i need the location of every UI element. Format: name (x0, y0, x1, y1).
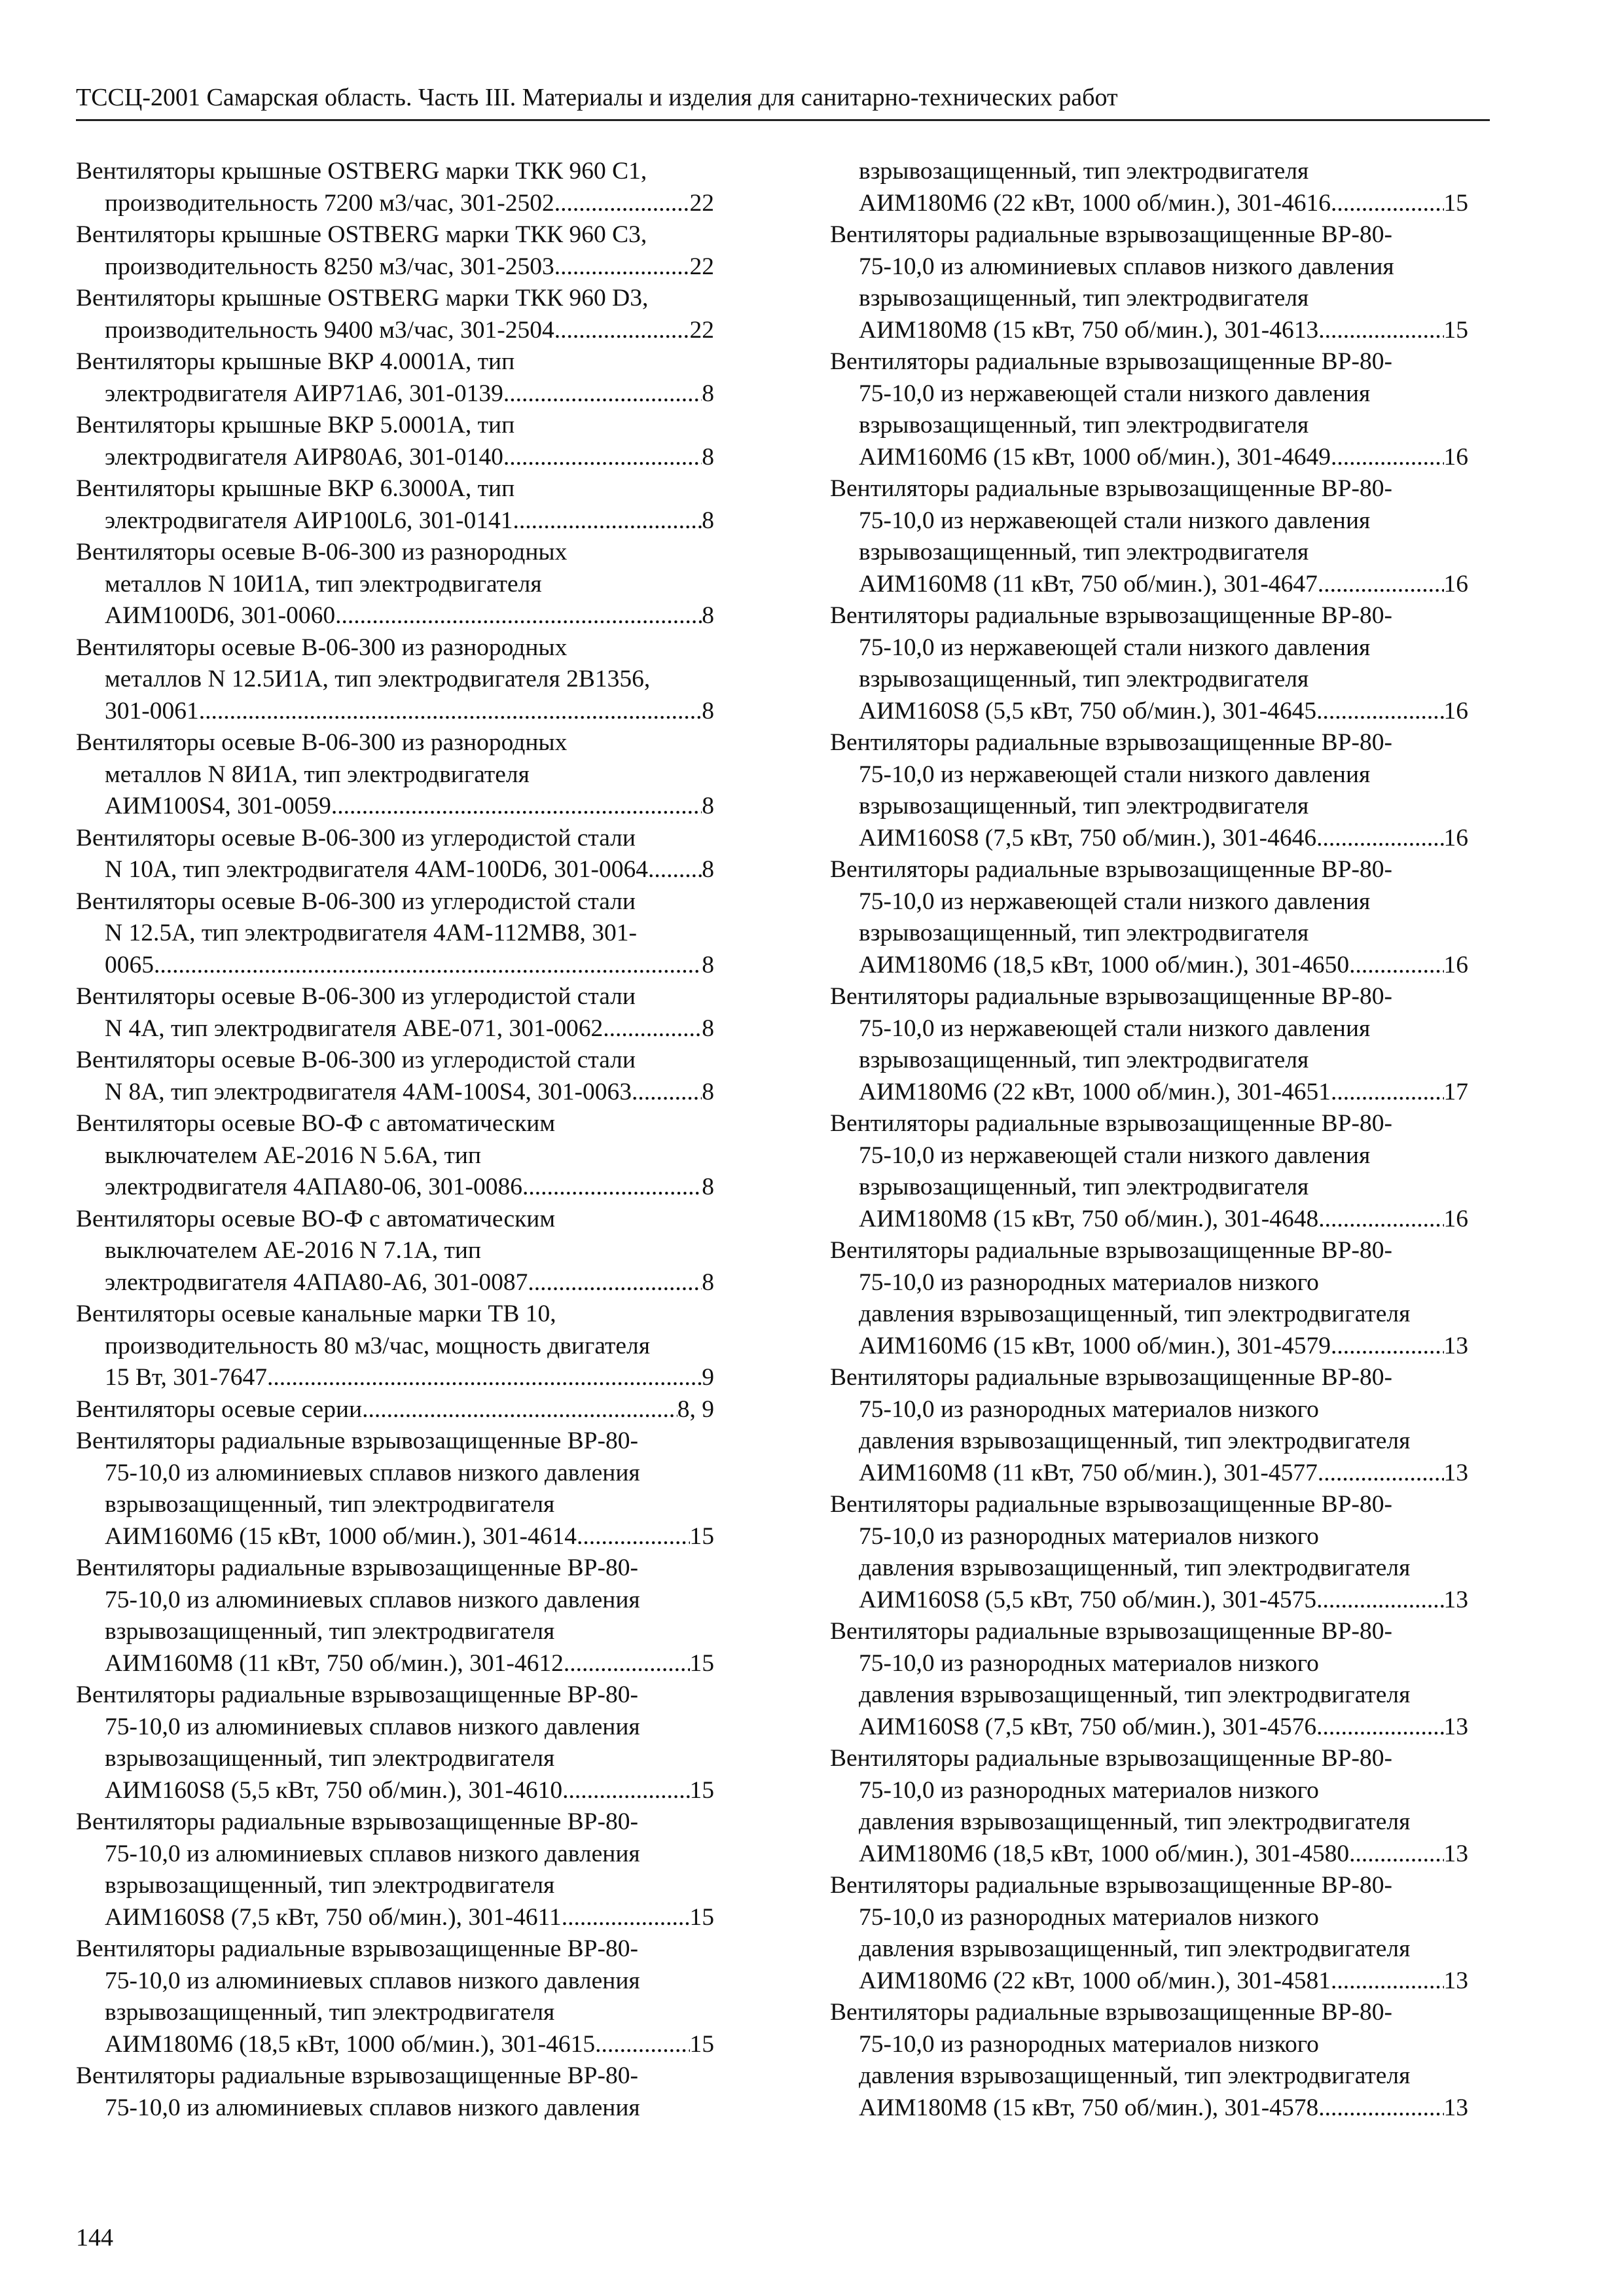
index-entry-final-line (76, 188, 714, 220)
page-reference: 15 (1443, 316, 1468, 344)
page-reference: 8 (702, 856, 714, 883)
page-reference: 13 (1443, 1332, 1468, 1359)
page-reference: 16 (1443, 697, 1468, 725)
index-entry-text: Вентиляторы радиальные взрывозащищенные ВР-80- (830, 1110, 1393, 1137)
dot-leader (335, 600, 702, 632)
index-entry (76, 1806, 714, 1933)
index-entry (76, 1299, 714, 1394)
index-entry-text: 15 Вт, 301-7647 (105, 1364, 267, 1391)
index-entry-text: металлов N 10И1А, тип электродвигателя (105, 570, 542, 598)
index-entry (830, 1870, 1468, 1997)
index-entry-text: Вентиляторы радиальные взрывозащищенные ВР-80- (76, 1554, 639, 1581)
index-entry (830, 473, 1468, 600)
index-entry-text: Вентиляторы крышные ВКР 5.0001А, тип (76, 412, 515, 439)
index-entry-final-line (76, 791, 714, 823)
dot-leader (1331, 1965, 1444, 1998)
index-entry-final-line (830, 2092, 1468, 2125)
index-entry-text: N 4А, тип электродвигателя АВЕ-071, 301-0062 (105, 1014, 604, 1042)
index-entry-text: АИМ180М8 (15 кВт, 750 об/мин.), 301-4578 (859, 2094, 1319, 2121)
index-entry-text: Вентиляторы радиальные взрывозащищенные ВР-80- (830, 1999, 1393, 2026)
index-entry-text: Вентиляторы осевые В-06-300 из разнородных (76, 729, 568, 756)
dot-leader (554, 251, 690, 283)
index-entry-text: электродвигателя АИР100L6, 301-0141 (105, 507, 513, 534)
index-entry-text: 75-10,0 из нержавеющей стали низкого давления (859, 1141, 1371, 1169)
index-entry-final-line (830, 188, 1468, 220)
index-entry-text: Вентиляторы осевые В-06-300 из углеродистой стали (76, 824, 636, 852)
index-entry (76, 2060, 714, 2124)
dot-leader (603, 1013, 702, 1045)
index-entry-text: металлов N 12.5И1А, тип электродвигателя 2В1356, (105, 666, 651, 692)
page-reference: 13 (1443, 1713, 1468, 1740)
index-entry-text: производительность 7200 м3/час, 301-2502 (105, 189, 554, 217)
index-entry-text: Вентиляторы радиальные взрывозащищенные ВР-80- (830, 729, 1393, 756)
page-reference: 15 (1443, 189, 1468, 217)
index-entry-text: взрывозащищенный, тип электродвигателя (859, 412, 1309, 439)
index-entry-text: Вентиляторы радиальные взрывозащищенные ВР-80- (76, 1808, 639, 1835)
index-entry-text: Вентиляторы радиальные взрывозащищенные ВР-80- (76, 1427, 639, 1454)
index-entry (830, 1743, 1468, 1870)
index-entry-text: взрывозащищенный, тип электродвигателя (859, 1047, 1309, 1073)
index-entry-final-line (830, 569, 1468, 601)
index-entry-final-line (76, 854, 714, 886)
page-reference: 8 (702, 793, 714, 819)
page-reference: 17 (1443, 1078, 1468, 1105)
dot-leader (1316, 1712, 1443, 1744)
page-reference: 13 (1443, 1459, 1468, 1486)
index-entry-text: 75-10,0 из нержавеющей стали низкого давления (859, 507, 1371, 534)
index-entry-text: Вентиляторы осевые В-06-300 из углеродистой стали (76, 888, 636, 915)
index-entry (76, 1108, 714, 1204)
page-reference: 16 (1443, 951, 1468, 978)
page-reference: 15 (689, 1649, 714, 1677)
page-reference: 8 (702, 1078, 714, 1105)
index-entry-text: Вентиляторы радиальные взрывозащищенные ВР-80- (830, 348, 1393, 375)
index-column-right (830, 156, 1468, 2132)
index-entry-text: АИМ160S8 (7,5 кВт, 750 об/мин.), 301-4611 (105, 1903, 562, 1931)
page-reference: 22 (689, 189, 714, 217)
index-entry-text: Вентиляторы радиальные взрывозащищенные ВР-80- (830, 1872, 1393, 1899)
index-entry-final-line (830, 1585, 1468, 1617)
index-entry-text: 75-10,0 из нержавеющей стали низкого давления (859, 888, 1371, 915)
index-entry-text: Вентиляторы радиальные взрывозащищенные ВР-80- (830, 983, 1393, 1010)
index-entry (830, 1362, 1468, 1489)
index-entry-final-line (830, 1077, 1468, 1109)
index-entry-final-line (76, 1013, 714, 1045)
index-entry (830, 1489, 1468, 1616)
index-entry-text: 75-10,0 из алюминиевых сплавов низкого давления (105, 2094, 640, 2121)
index-entry-text: электродвигателя АИР71А6, 301-0139 (105, 380, 503, 407)
index-entry-final-line (830, 442, 1468, 474)
index-entry-text: производительность 9400 м3/час, 301-2504 (105, 316, 554, 344)
index-entry-text: Вентиляторы осевые канальные марки ТВ 10, (76, 1300, 556, 1327)
index-entry-text: Вентиляторы осевые В-06-300 из углеродистой стали (76, 983, 636, 1010)
index-entry (76, 727, 714, 823)
index-entry-text: 301-0061 (105, 697, 199, 725)
index-entry (76, 886, 714, 982)
dot-leader (331, 791, 702, 823)
index-entry-text: N 12.5А, тип электродвигателя 4АМ-112МВ8, 301- (105, 920, 637, 946)
index-entry-text: 75-10,0 из разнородных материалов низкого (859, 1649, 1319, 1677)
page-reference: 16 (1443, 570, 1468, 598)
index-entry-text: Вентиляторы радиальные взрывозащищенные ВР-80- (76, 1681, 639, 1708)
index-entry-text: АИМ160S8 (7,5 кВт, 750 об/мин.), 301-4646 (859, 824, 1317, 852)
index-entry-text: производительность 80 м3/час, мощность двигателя (105, 1332, 651, 1359)
index-entry (830, 1108, 1468, 1235)
index-entry-text: Вентиляторы осевые В-06-300 из разнородных (76, 634, 568, 661)
index-entry-text: Вентиляторы радиальные взрывозащищенные ВР-80- (830, 221, 1393, 248)
index-entry (76, 981, 714, 1045)
index-entry (76, 283, 714, 346)
index-entry-final-line (830, 696, 1468, 728)
index-entry-text: АИМ180М6 (18,5 кВт, 1000 об/мин.), 301-4580 (859, 1840, 1350, 1867)
page-reference: 8, 9 (677, 1395, 714, 1423)
index-entry-text: Вентиляторы радиальные взрывозащищенные ВР-80- (830, 1745, 1393, 1772)
index-entry-text: 0065 (105, 951, 154, 978)
index-entry-text: взрывозащищенный, тип электродвигателя (859, 1174, 1309, 1200)
index-entry-text: Вентиляторы осевые В-06-300 из углеродистой стали (76, 1047, 636, 1073)
index-entry-text: Вентиляторы осевые ВО-Ф с автоматическим (76, 1110, 556, 1137)
index-entry-text: Вентиляторы осевые В-06-300 из разнородных (76, 539, 568, 565)
index-entry-text: давления взрывозащищенный, тип электродвигателя (859, 1300, 1411, 1327)
index-entry (830, 981, 1468, 1108)
page-reference: 13 (1443, 1840, 1468, 1867)
index-entry (76, 1204, 714, 1299)
index-entry (76, 410, 714, 473)
dot-leader (522, 1172, 702, 1204)
dot-leader (267, 1362, 702, 1394)
index-entry-text: Вентиляторы крышные ВКР 6.3000А, тип (76, 475, 515, 502)
index-entry-text: АИМ160S8 (5,5 кВт, 750 об/мин.), 301-4645 (859, 697, 1317, 725)
dot-leader (577, 1521, 690, 1553)
index-entry-text: 75-10,0 из алюминиевых сплавов низкого давления (105, 1586, 640, 1613)
dot-leader (562, 1775, 689, 1807)
index-entry (76, 823, 714, 886)
index-entry-final-line (76, 600, 714, 632)
index-entry-final-line (830, 1331, 1468, 1363)
index-entry-text: производительность 8250 м3/час, 301-2503 (105, 253, 554, 280)
index-entry-text: взрывозащищенный, тип электродвигателя (859, 920, 1309, 946)
index-entry-text: Вентиляторы радиальные взрывозащищенные ВР-80- (830, 1237, 1393, 1264)
index-entry-text: АИМ160М6 (15 кВт, 1000 об/мин.), 301-4614 (105, 1522, 577, 1550)
dot-leader (554, 315, 690, 347)
index-entry-text: 75-10,0 из разнородных материалов низкого (859, 1903, 1319, 1931)
index-entry-final-line (76, 1172, 714, 1204)
index-entry-text: АИМ160М6 (15 кВт, 1000 об/мин.), 301-4649 (859, 443, 1331, 471)
dot-leader (503, 442, 702, 474)
index-entry (830, 346, 1468, 473)
dot-leader (1316, 1585, 1443, 1617)
page-reference: 15 (689, 2030, 714, 2058)
index-entry-text: 75-10,0 из алюминиевых сплавов низкого давления (105, 1967, 640, 1994)
index-entry-final-line (76, 950, 714, 982)
dot-leader (648, 854, 702, 886)
index-entry (830, 600, 1468, 727)
index-entry (76, 1045, 714, 1108)
index-entry (76, 537, 714, 632)
index-entry-text: Вентиляторы крышные OSTBERG марки ТКК 960 D3, (76, 285, 649, 312)
index-entry-text: АИМ180М8 (15 кВт, 750 об/мин.), 301-4648 (859, 1205, 1319, 1232)
index-entry-final-line (76, 1775, 714, 1807)
index-entry-final-line (76, 1267, 714, 1299)
index-entry (76, 1679, 714, 1806)
page-reference: 15 (689, 1903, 714, 1931)
dot-leader (1318, 1458, 1444, 1490)
page-reference: 8 (702, 697, 714, 725)
index-entry (830, 727, 1468, 854)
index-entry-text: Вентиляторы радиальные взрывозащищенные ВР-80- (76, 2062, 639, 2089)
index-entry-final-line (830, 1712, 1468, 1744)
index-entry-text: АИМ180М8 (15 кВт, 750 об/мин.), 301-4613 (859, 316, 1319, 344)
index-entry-text: 75-10,0 из нержавеющей стали низкого давления (859, 634, 1371, 661)
index-entry-final-line (76, 442, 714, 474)
index-entry-text: 75-10,0 из разнородных материалов низкого (859, 1522, 1319, 1550)
index-entry (76, 1426, 714, 1552)
index-entry (76, 473, 714, 537)
index-entry-text: АИМ180М6 (22 кВт, 1000 об/мин.), 301-4616 (859, 189, 1331, 217)
index-entry-text: Вентиляторы радиальные взрывозащищенные ВР-80- (830, 856, 1393, 883)
page-reference: 8 (702, 951, 714, 978)
index-entry-text: Вентиляторы крышные OSTBERG марки ТКК 960 С3, (76, 221, 647, 248)
dot-leader (528, 1267, 702, 1299)
page-reference: 8 (702, 380, 714, 407)
page-reference: 9 (702, 1364, 714, 1391)
index-entry-text: Вентиляторы радиальные взрывозащищенные ВР-80- (830, 475, 1393, 502)
index-entry-text: АИМ160S8 (5,5 кВт, 750 об/мин.), 301-4575 (859, 1586, 1317, 1613)
page-reference: 16 (1443, 443, 1468, 471)
index-entry-text: взрывозащищенный, тип электродвигателя (105, 1491, 555, 1518)
index-entry (830, 1997, 1468, 2124)
page-reference: 8 (702, 602, 714, 629)
index-entry (76, 1552, 714, 1679)
index-entry (76, 346, 714, 410)
index-entry-text: 75-10,0 из разнородных материалов низкого (859, 1268, 1319, 1296)
index-entry-final-line (76, 1902, 714, 1934)
index-entry-text: АИМ160М8 (11 кВт, 750 об/мин.), 301-4647 (859, 570, 1318, 598)
index-entry-text: АИМ100S4, 301-0059 (105, 793, 331, 819)
index-entry-text: АИМ180М6 (22 кВт, 1000 об/мин.), 301-4581 (859, 1967, 1331, 1994)
index-entry-text: выключателем АЕ-2016 N 7.1А, тип (105, 1237, 481, 1264)
index-entry-text: 75-10,0 из разнородных материалов низкого (859, 2030, 1319, 2058)
index-entry-text: Вентиляторы осевые серии (76, 1395, 363, 1423)
page-reference: 13 (1443, 2094, 1468, 2121)
index-entry-text: АИМ180М6 (18,5 кВт, 1000 об/мин.), 301-4615 (105, 2030, 596, 2058)
index-entry-final-line (76, 378, 714, 410)
index-entry-text: АИМ160М8 (11 кВт, 750 об/мин.), 301-4577 (859, 1459, 1318, 1486)
index-entry-final-line (76, 505, 714, 537)
index-entry-text: электродвигателя АИР80А6, 301-0140 (105, 443, 503, 471)
dot-leader (1349, 1839, 1443, 1871)
index-entry-text: 75-10,0 из алюминиевых сплавов низкого давления (859, 253, 1394, 280)
index-entry-text: АИМ160S8 (5,5 кВт, 750 об/мин.), 301-4610 (105, 1776, 563, 1804)
index-entry (830, 854, 1468, 981)
page-number: 144 (76, 2224, 113, 2251)
dot-leader (513, 505, 702, 537)
index-entry-text: 75-10,0 из нержавеющей стали низкого давления (859, 1014, 1371, 1042)
index-entry-final-line (830, 823, 1468, 855)
dot-leader (632, 1077, 702, 1109)
index-entry-final-line (76, 1077, 714, 1109)
dot-leader (1349, 950, 1443, 982)
page-reference: 22 (689, 316, 714, 344)
index-entry-final-line (76, 2029, 714, 2061)
index-entry-text: Вентиляторы крышные ВКР 4.0001А, тип (76, 348, 515, 375)
index-entry-text: АИМ180М6 (22 кВт, 1000 об/мин.), 301-4651 (859, 1078, 1331, 1105)
index-entry-text: взрывозащищенный, тип электродвигателя (859, 539, 1309, 565)
index-entry-text: АИМ160М6 (15 кВт, 1000 об/мин.), 301-4579 (859, 1332, 1331, 1359)
index-entry-final-line (76, 1362, 714, 1394)
page-reference: 22 (689, 253, 714, 280)
index-entry-text: взрывозащищенный, тип электродвигателя (105, 1745, 555, 1772)
index-entry-text: Вентиляторы радиальные взрывозащищенные ВР-80- (830, 1364, 1393, 1391)
index-entry-text: электродвигателя 4АПА80-06, 301-0086 (105, 1174, 523, 1200)
page-reference: 16 (1443, 1205, 1468, 1232)
dot-leader (1318, 1204, 1443, 1236)
page-reference: 15 (689, 1522, 714, 1550)
index-entry-final-line (76, 315, 714, 347)
index-entry-text: металлов N 8И1А, тип электродвигателя (105, 761, 530, 788)
index-entry-text: давления взрывозащищенный, тип электродвигателя (859, 1554, 1411, 1581)
dot-leader (1331, 1331, 1444, 1363)
dot-leader (1316, 823, 1443, 855)
index-entry-final-line (76, 251, 714, 283)
index-entry-text: Вентиляторы радиальные взрывозащищенные ВР-80- (76, 1935, 639, 1962)
dot-leader (1331, 188, 1444, 220)
page-reference: 8 (702, 1174, 714, 1200)
index-entry-text: АИМ160М8 (11 кВт, 750 об/мин.), 301-4612 (105, 1649, 564, 1677)
index-entry-text: давления взрывозащищенный, тип электродвигателя (859, 2062, 1411, 2089)
index-entry-text: выключателем АЕ-2016 N 5.6А, тип (105, 1141, 481, 1169)
index-entry (830, 219, 1468, 346)
index-entry-text: взрывозащищенный, тип электродвигателя (859, 793, 1309, 819)
page-reference: 15 (689, 1776, 714, 1804)
index-entry-final-line (76, 1521, 714, 1553)
index-entry-text: 75-10,0 из алюминиевых сплавов низкого давления (105, 1713, 640, 1740)
dot-leader (503, 378, 702, 410)
dot-leader (154, 950, 702, 982)
index-entry-final-line (76, 1648, 714, 1680)
index-entry-final-line (830, 1965, 1468, 1998)
index-entry-text: N 10А, тип электродвигателя 4АМ-100D6, 301-0064 (105, 856, 648, 883)
index-entry-final-line (76, 696, 714, 728)
index-entry-text: АИМ100D6, 301-0060 (105, 602, 336, 629)
running-header: ТССЦ-2001 Самарская область. Часть III. Материалы и изделия для санитарно-технических работ (76, 81, 1490, 121)
index-entry (76, 219, 714, 283)
index-entry-final-line (830, 1839, 1468, 1871)
index-entry-text: давления взрывозащищенный, тип электродвигателя (859, 1681, 1411, 1708)
index-entry-text: взрывозащищенный, тип электродвигателя (105, 1999, 555, 2026)
page-reference: 8 (702, 1014, 714, 1042)
dot-leader (1331, 1077, 1444, 1109)
index-entry (830, 1616, 1468, 1743)
index-entry-text: давления взрывозащищенный, тип электродвигателя (859, 1808, 1411, 1835)
index-entry-text: взрывозащищенный, тип электродвигателя (859, 158, 1309, 185)
dot-leader (1318, 2092, 1443, 2125)
dot-leader (595, 2029, 689, 2061)
page-reference: 8 (702, 443, 714, 471)
dot-leader (1318, 569, 1444, 601)
page-reference: 8 (702, 507, 714, 534)
index-entry-text: АИМ160S8 (7,5 кВт, 750 об/мин.), 301-4576 (859, 1713, 1317, 1740)
index-entry-text: 75-10,0 из нержавеющей стали низкого давления (859, 761, 1371, 788)
index-column-left (76, 156, 714, 2132)
dot-leader (564, 1648, 690, 1680)
index-entry-text: 75-10,0 из алюминиевых сплавов низкого давления (105, 1459, 640, 1486)
page-reference: 13 (1443, 1586, 1468, 1613)
index-entry-final-line (830, 1458, 1468, 1490)
index-entry-text: N 8А, тип электродвигателя 4АМ-100S4, 301-0063 (105, 1078, 632, 1105)
index-entry-text: Вентиляторы крышные OSTBERG марки ТКК 960 С1, (76, 158, 647, 185)
index-entry-text: давления взрывозащищенный, тип электродвигателя (859, 1427, 1411, 1454)
index-entry-text: взрывозащищенный, тип электродвигателя (859, 666, 1309, 692)
page-reference: 16 (1443, 824, 1468, 852)
index-entry-final-line (830, 1204, 1468, 1236)
index-entry (76, 1394, 714, 1426)
index-entry-text: Вентиляторы радиальные взрывозащищенные ВР-80- (830, 602, 1393, 629)
dot-leader (1331, 442, 1444, 474)
index-entry-text: давления взрывозащищенный, тип электродвигателя (859, 1935, 1411, 1962)
index-entry-text: 75-10,0 из алюминиевых сплавов низкого давления (105, 1840, 640, 1867)
dot-leader (1318, 315, 1443, 347)
index-entry-text: электродвигателя 4АПА80-А6, 301-0087 (105, 1268, 528, 1296)
index-entry-text: Вентиляторы осевые ВО-Ф с автоматическим (76, 1205, 556, 1232)
index-entry-text: взрывозащищенный, тип электродвигателя (105, 1872, 555, 1899)
index-entry-text: 75-10,0 из разнородных материалов низкого (859, 1776, 1319, 1804)
index-entry-text: взрывозащищенный, тип электродвигателя (105, 1618, 555, 1645)
index-entry-text: АИМ180М6 (18,5 кВт, 1000 об/мин.), 301-4650 (859, 951, 1350, 978)
index-entry-text: 75-10,0 из нержавеющей стали низкого давления (859, 380, 1371, 407)
page-reference: 8 (702, 1268, 714, 1296)
index-entry (830, 1235, 1468, 1362)
dot-leader (554, 188, 690, 220)
dot-leader (562, 1902, 690, 1934)
index-entry (76, 156, 714, 219)
index-entry (830, 156, 1468, 219)
index-entry-final-line (76, 1394, 714, 1426)
index-entry-text: взрывозащищенный, тип электродвигателя (859, 285, 1309, 312)
index-entry-text: Вентиляторы радиальные взрывозащищенные ВР-80- (830, 1618, 1393, 1645)
index-entry-text: Вентиляторы радиальные взрывозащищенные ВР-80- (830, 1491, 1393, 1518)
index-entry (76, 1933, 714, 2060)
dot-leader (362, 1394, 677, 1426)
page-reference: 13 (1443, 1967, 1468, 1994)
dot-leader (199, 696, 702, 728)
index-entry-final-line (830, 950, 1468, 982)
index-entry (76, 632, 714, 728)
dot-leader (1316, 696, 1443, 728)
index-entry-final-line (830, 315, 1468, 347)
index-entry-text: 75-10,0 из разнородных материалов низкого (859, 1395, 1319, 1423)
